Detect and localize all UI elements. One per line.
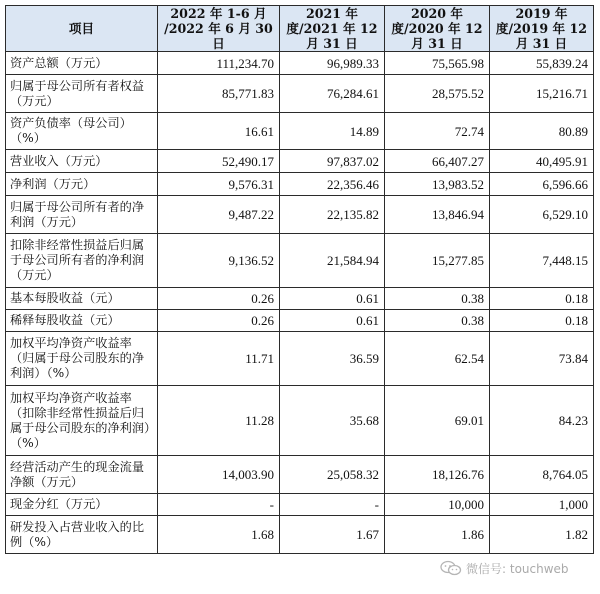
table-row xyxy=(6,310,594,332)
header-2021: 2021 年度/2021 年 12 月 31 日 xyxy=(280,6,385,52)
row-value: 9,136.52 xyxy=(158,234,280,288)
row-value: 0.18 xyxy=(490,310,594,332)
table-row xyxy=(6,150,594,173)
row-value: 40,495.91 xyxy=(490,150,594,173)
row-value: 1,000 xyxy=(490,494,594,516)
row-label: 加权平均净资产收益率（扣除非经常性损益后归属于母公司股东的净利润）（%） xyxy=(6,386,158,456)
row-value: 84.23 xyxy=(490,386,594,456)
header-2020: 2020 年度/2020 年 12 月 31 日 xyxy=(385,6,490,52)
row-value: 97,837.02 xyxy=(280,150,385,173)
row-value: 75,565.98 xyxy=(385,52,490,75)
table-row xyxy=(6,196,594,234)
row-value: 1.86 xyxy=(385,516,490,554)
row-label: 基本每股收益（元） xyxy=(6,288,158,310)
row-value: 55,839.24 xyxy=(490,52,594,75)
row-value: 10,000 xyxy=(385,494,490,516)
row-label: 经营活动产生的现金流量净额（万元） xyxy=(6,456,158,494)
row-value: 0.61 xyxy=(280,288,385,310)
row-label: 稀释每股收益（元） xyxy=(6,310,158,332)
table-row xyxy=(6,52,594,75)
table-row xyxy=(6,516,594,554)
row-value: 0.61 xyxy=(280,310,385,332)
header-row xyxy=(6,6,594,52)
row-value: 0.26 xyxy=(158,288,280,310)
row-value: - xyxy=(280,494,385,516)
table-header xyxy=(6,6,594,52)
row-value: 9,576.31 xyxy=(158,173,280,196)
row-value: 16.61 xyxy=(158,113,280,150)
row-value: 52,490.17 xyxy=(158,150,280,173)
row-value: - xyxy=(158,494,280,516)
table-row xyxy=(6,332,594,386)
row-value: 66,407.27 xyxy=(385,150,490,173)
row-value: 13,983.52 xyxy=(385,173,490,196)
row-value: 72.74 xyxy=(385,113,490,150)
table-body xyxy=(6,52,594,554)
table-row xyxy=(6,173,594,196)
table-row xyxy=(6,234,594,288)
row-value: 18,126.76 xyxy=(385,456,490,494)
row-value: 1.67 xyxy=(280,516,385,554)
table-row xyxy=(6,113,594,150)
row-value: 28,575.52 xyxy=(385,75,490,113)
row-value: 15,216.71 xyxy=(490,75,594,113)
row-value: 11.71 xyxy=(158,332,280,386)
row-label: 现金分红（万元） xyxy=(6,494,158,516)
wechat-watermark xyxy=(440,558,569,578)
header-2022h1: 2022 年 1-6 月 /2022 年 6 月 30 日 xyxy=(158,6,280,52)
row-label: 研发投入占营业收入的比例（%） xyxy=(6,516,158,554)
row-value: 7,448.15 xyxy=(490,234,594,288)
table-row xyxy=(6,494,594,516)
row-label: 资产负债率（母公司）（%） xyxy=(6,113,158,150)
row-value: 0.26 xyxy=(158,310,280,332)
row-value: 14,003.90 xyxy=(158,456,280,494)
row-label: 净利润（万元） xyxy=(6,173,158,196)
header-2019: 2019 年度/2019 年 12 月 31 日 xyxy=(490,6,594,52)
row-value: 11.28 xyxy=(158,386,280,456)
row-value: 96,989.33 xyxy=(280,52,385,75)
row-value: 1.82 xyxy=(490,516,594,554)
table-row xyxy=(6,386,594,456)
row-value: 9,487.22 xyxy=(158,196,280,234)
row-value: 69.01 xyxy=(385,386,490,456)
row-value: 35.68 xyxy=(280,386,385,456)
row-label: 归属于母公司所有者的净利润（万元） xyxy=(6,196,158,234)
row-value: 22,356.46 xyxy=(280,173,385,196)
row-value: 76,284.61 xyxy=(280,75,385,113)
row-value: 13,846.94 xyxy=(385,196,490,234)
row-label: 扣除非经常性损益后归属于母公司所有者的净利润（万元） xyxy=(6,234,158,288)
row-value: 14.89 xyxy=(280,113,385,150)
financial-summary-table xyxy=(5,5,594,554)
row-value: 25,058.32 xyxy=(280,456,385,494)
wechat-icon xyxy=(440,560,462,576)
row-value: 36.59 xyxy=(280,332,385,386)
row-value: 22,135.82 xyxy=(280,196,385,234)
row-label: 加权平均净资产收益率（归属于母公司股东的净利润）（%） xyxy=(6,332,158,386)
row-value: 8,764.05 xyxy=(490,456,594,494)
row-value: 80.89 xyxy=(490,113,594,150)
table-row xyxy=(6,288,594,310)
row-value: 62.54 xyxy=(385,332,490,386)
row-value: 85,771.83 xyxy=(158,75,280,113)
watermark-text: 微信号: touchweb xyxy=(466,561,569,576)
row-value: 73.84 xyxy=(490,332,594,386)
row-value: 6,529.10 xyxy=(490,196,594,234)
header-item: 项目 xyxy=(6,6,158,52)
row-label: 归属于母公司所有者权益（万元） xyxy=(6,75,158,113)
row-value: 21,584.94 xyxy=(280,234,385,288)
row-label: 资产总额（万元） xyxy=(6,52,158,75)
table-row xyxy=(6,75,594,113)
table-row xyxy=(6,456,594,494)
row-value: 0.18 xyxy=(490,288,594,310)
row-value: 111,234.70 xyxy=(158,52,280,75)
row-value: 0.38 xyxy=(385,288,490,310)
row-value: 0.38 xyxy=(385,310,490,332)
row-label: 营业收入（万元） xyxy=(6,150,158,173)
row-value: 1.68 xyxy=(158,516,280,554)
row-value: 6,596.66 xyxy=(490,173,594,196)
row-value: 15,277.85 xyxy=(385,234,490,288)
